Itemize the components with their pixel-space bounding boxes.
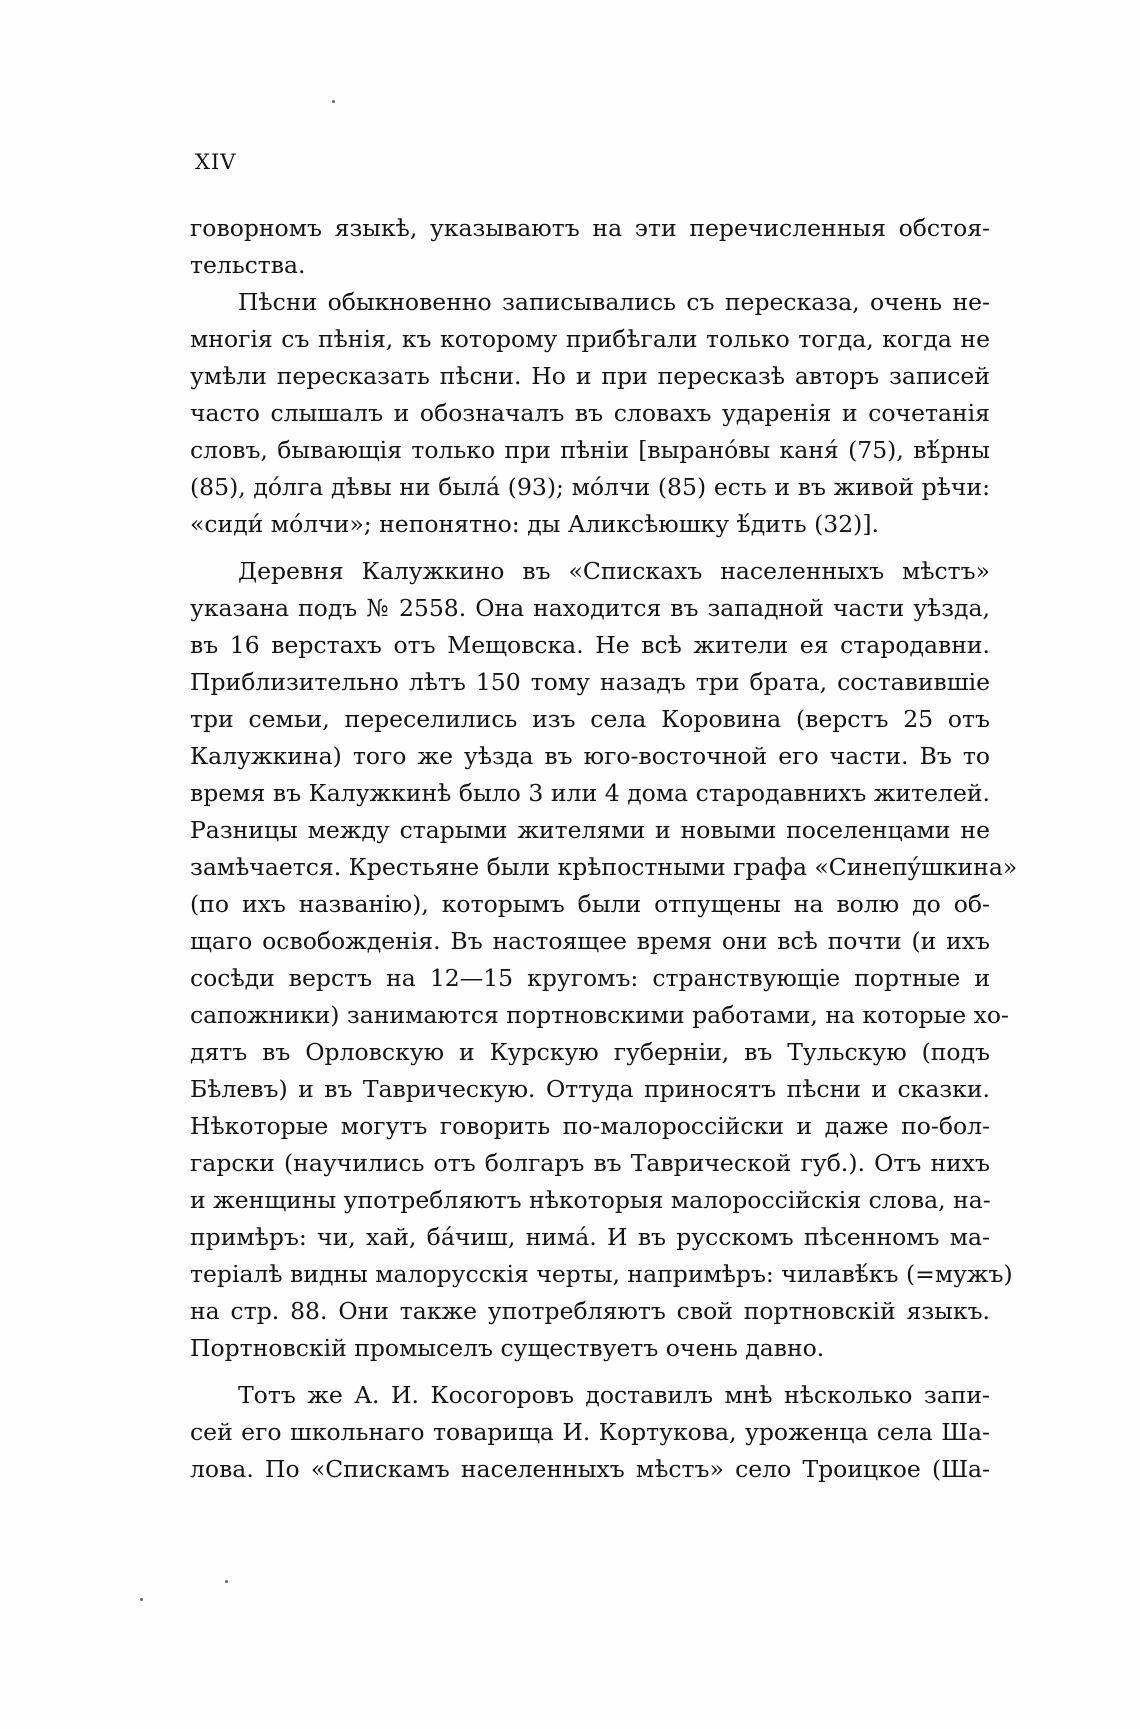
text-line: три семьи, переселились изъ села Коровина (верстъ 25 отъ — [190, 705, 990, 733]
text-line: умѣли пересказать пѣсни. Но и при пересказѣ авторъ записей — [190, 362, 990, 390]
text-line: Нѣкоторые могутъ говорить по-малороссійски и даже по-бол- — [190, 1112, 990, 1140]
text-line: замѣчается. Крестьяне были крѣпостными графа «Синепýшкина» — [190, 853, 1018, 881]
text-line: щаго освобожденія. Въ настоящее время они всѣ почти (и ихъ — [190, 927, 990, 955]
text-line: «сиди́ мóлчи»; непонятно: ды Аликсѣюшку ѣ́дить (32)]. — [190, 510, 879, 538]
text-line: (по ихъ названію), которымъ были отпущены на волю до об- — [190, 890, 990, 918]
text-line: говорномъ языкѣ, указываютъ на эти перечисленныя обстоя- — [190, 214, 990, 242]
text-line: время въ Калужкинѣ было 3 или 4 дома стародавнихъ жителей. — [190, 779, 990, 807]
text-line: часто слышалъ и обозначалъ въ словахъ ударенія и сочетанія — [190, 399, 990, 427]
text-line: въ 16 верстахъ отъ Мещовска. Не всѣ жители ея стародавни. — [190, 631, 990, 659]
text-line: (85), дóлга дѣвы ни былá (93); мóлчи (85) есть и въ живой рѣчи: — [190, 473, 990, 501]
scan-speck — [140, 1598, 143, 1601]
page-number: XIV — [195, 150, 237, 174]
text-line: примѣръ: чи, хай, бáчиш, нимá. И въ русскомъ пѣсенномъ ма- — [190, 1223, 990, 1251]
text-line: на стр. 88. Они также употребляютъ свой портновскій языкъ. — [190, 1297, 990, 1325]
text-line: Тотъ же А. И. Косогоровъ доставилъ мнѣ нѣсколько запи- — [238, 1381, 990, 1409]
text-line: сей его школьнаго товарища И. Кортукова, уроженца села Ша- — [190, 1418, 990, 1446]
text-line: указана подъ № 2558. Она находится въ западной части уѣзда, — [190, 594, 990, 622]
text-line: Пѣсни обыкновенно записывались съ пересказа, очень не- — [238, 288, 990, 316]
text-line: гарски (научились отъ болгаръ въ Таврической губ.). Отъ нихъ — [190, 1149, 990, 1177]
text-line: тельства. — [190, 251, 306, 279]
text-line: Калужкина) того же уѣзда въ юго-восточной его части. Въ то — [190, 742, 990, 770]
text-line: многія съ пѣнія, къ которому прибѣгали только тогда, когда не — [190, 325, 990, 353]
text-line: дятъ въ Орловскую и Курскую губерніи, въ Тульскую (подъ — [190, 1038, 990, 1066]
text-line: сосѣди верстъ на 12—15 кругомъ: странствующіе портные и — [190, 964, 990, 992]
scan-speck — [225, 1580, 228, 1583]
text-line: словъ, бывающія только при пѣніи [выранóвы каня́ (75), вѣ́рны — [190, 436, 990, 464]
text-line: Портновскій промыселъ существуетъ очень давно. — [190, 1334, 825, 1362]
text-line: Разницы между старыми жителями и новыми поселенцами не — [190, 816, 990, 844]
text-line: Деревня Калужкино въ «Спискахъ населенныхъ мѣстъ» — [238, 557, 990, 585]
page-text — [190, 210, 1018, 1488]
text-line: сапожники) занимаются портновскими работами, на которые хо- — [190, 1001, 1009, 1029]
text-line: Бѣлевъ) и въ Таврическую. Оттуда приносятъ пѣсни и сказки. — [190, 1075, 990, 1103]
text-line: и женщины употребляютъ нѣкоторыя малороссійскія слова, на- — [190, 1186, 991, 1214]
text-line: лова. По «Спискамъ населенныхъ мѣстъ» село Троицкое (Ша- — [190, 1455, 990, 1483]
text-line: Приблизительно лѣтъ 150 тому назадъ три брата, составившіе — [190, 668, 990, 696]
scan-speck — [332, 100, 335, 103]
text-line: теріалѣ видны малорусскія черты, напримѣръ: чилавѣ́къ (=мужъ) — [190, 1260, 1013, 1288]
